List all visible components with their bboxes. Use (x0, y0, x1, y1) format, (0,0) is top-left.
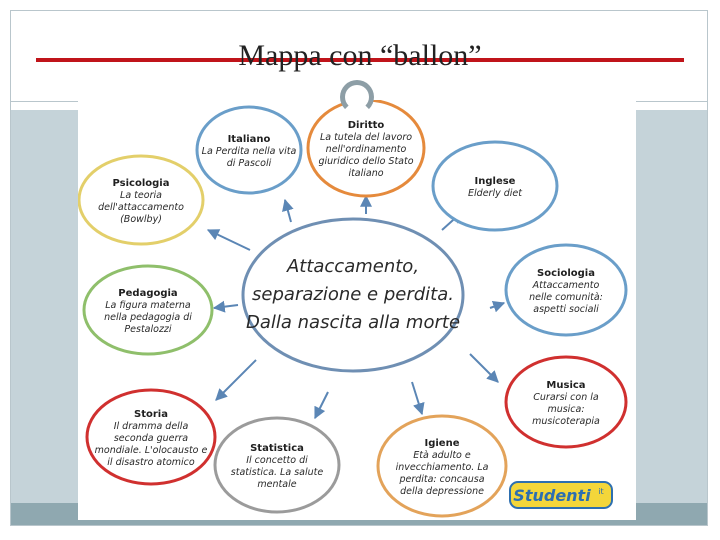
balloon-line: italiano (348, 168, 384, 179)
balloon-line: Il dramma della (113, 421, 189, 432)
slide-title-text: Mappa con “ballon” (238, 39, 482, 72)
balloon-musica (506, 357, 626, 447)
balloon-line: musica: (547, 404, 585, 415)
balloon-title: Musica (546, 380, 586, 391)
balloon-line: della depressione (400, 486, 484, 497)
balloon-italiano (197, 107, 301, 193)
balloon-line: Età adulto e (413, 450, 471, 461)
balloon-line: nelle comunità: (529, 292, 603, 303)
balloon-line: mondiale. L'olocausto e (94, 445, 208, 456)
arrow-to-pedagogia (214, 305, 238, 308)
arrow-to-psicologia (208, 230, 250, 250)
balloon-line: Curarsi con la (533, 392, 599, 403)
balloon-diritto (308, 100, 424, 196)
balloon-title: Storia (134, 409, 168, 420)
balloon-statistica (215, 418, 339, 512)
balloon-line: nell'ordinamento (325, 144, 407, 155)
balloon-line: giuridico dello Stato (318, 156, 414, 167)
balloon-title: Diritto (347, 120, 385, 131)
logo-text: Studenti (513, 486, 591, 505)
center-line-3: Dalla nascita alla morte (245, 312, 461, 333)
balloon-line: musicoterapia (532, 416, 600, 427)
balloon-line: Il concetto di (246, 455, 308, 466)
concept-map-image (78, 100, 636, 520)
binder-ring-icon (340, 80, 374, 114)
balloon-line: seconda guerra (113, 433, 189, 444)
center-line-2: separazione e perdita. (252, 284, 454, 305)
balloon-line: invecchiamento. La (395, 462, 489, 473)
balloon-storia (87, 390, 215, 484)
balloon-sociologia (506, 245, 626, 335)
balloon-line: statistica. La salute (230, 467, 324, 478)
balloon-line: dell'attaccamento (98, 202, 184, 213)
balloon-line: Attaccamento (532, 280, 600, 291)
balloon-title: Psicologia (112, 178, 170, 189)
arrow-to-storia (216, 360, 256, 400)
side-panel-left (11, 110, 78, 504)
balloon-igiene (378, 416, 506, 516)
side-panel-right (636, 110, 707, 504)
balloon-pedagogia (84, 266, 212, 354)
arrow-to-italiano (285, 200, 291, 222)
balloon-line: perdita: concausa (399, 474, 485, 485)
balloon-inglese (433, 142, 557, 230)
balloon-line: (Bowlby) (120, 214, 162, 225)
balloon-title: Inglese (474, 176, 516, 187)
arrow-to-igiene (412, 382, 422, 414)
balloon-line: aspetti sociali (533, 304, 599, 315)
balloon-line: La Perdita nella vita (201, 146, 297, 157)
balloon-line: La tutela del lavoro (319, 132, 413, 143)
balloon-line: mentale (257, 479, 297, 490)
balloon-psicologia (79, 156, 203, 244)
balloon-line: La figura materna (105, 300, 191, 311)
balloon-title: Pedagogia (118, 288, 178, 299)
arrow-to-sociologia (490, 303, 504, 308)
balloon-line: di Pascoli (226, 158, 272, 169)
balloon-line: Pestalozzi (124, 324, 172, 335)
arrow-to-statistica (315, 392, 328, 418)
center-node (243, 219, 463, 371)
balloon-title: Igiene (424, 438, 460, 449)
center-line-1: Attaccamento, (286, 256, 420, 277)
balloon-line: La teoria (120, 190, 162, 201)
balloon-title: Italiano (227, 134, 271, 145)
slide-title (0, 38, 720, 74)
balloon-title: Statistica (250, 443, 304, 454)
balloon-title: Sociologia (537, 268, 595, 279)
arrow-to-musica (470, 354, 498, 382)
concept-map-svg (78, 100, 636, 520)
balloon-line: Elderly diet (468, 188, 522, 199)
studenti-logo (510, 482, 612, 508)
logo-suffix: it (598, 487, 604, 496)
balloon-line: nella pedagogia di (104, 312, 192, 323)
balloon-line: il disastro atomico (107, 457, 195, 468)
